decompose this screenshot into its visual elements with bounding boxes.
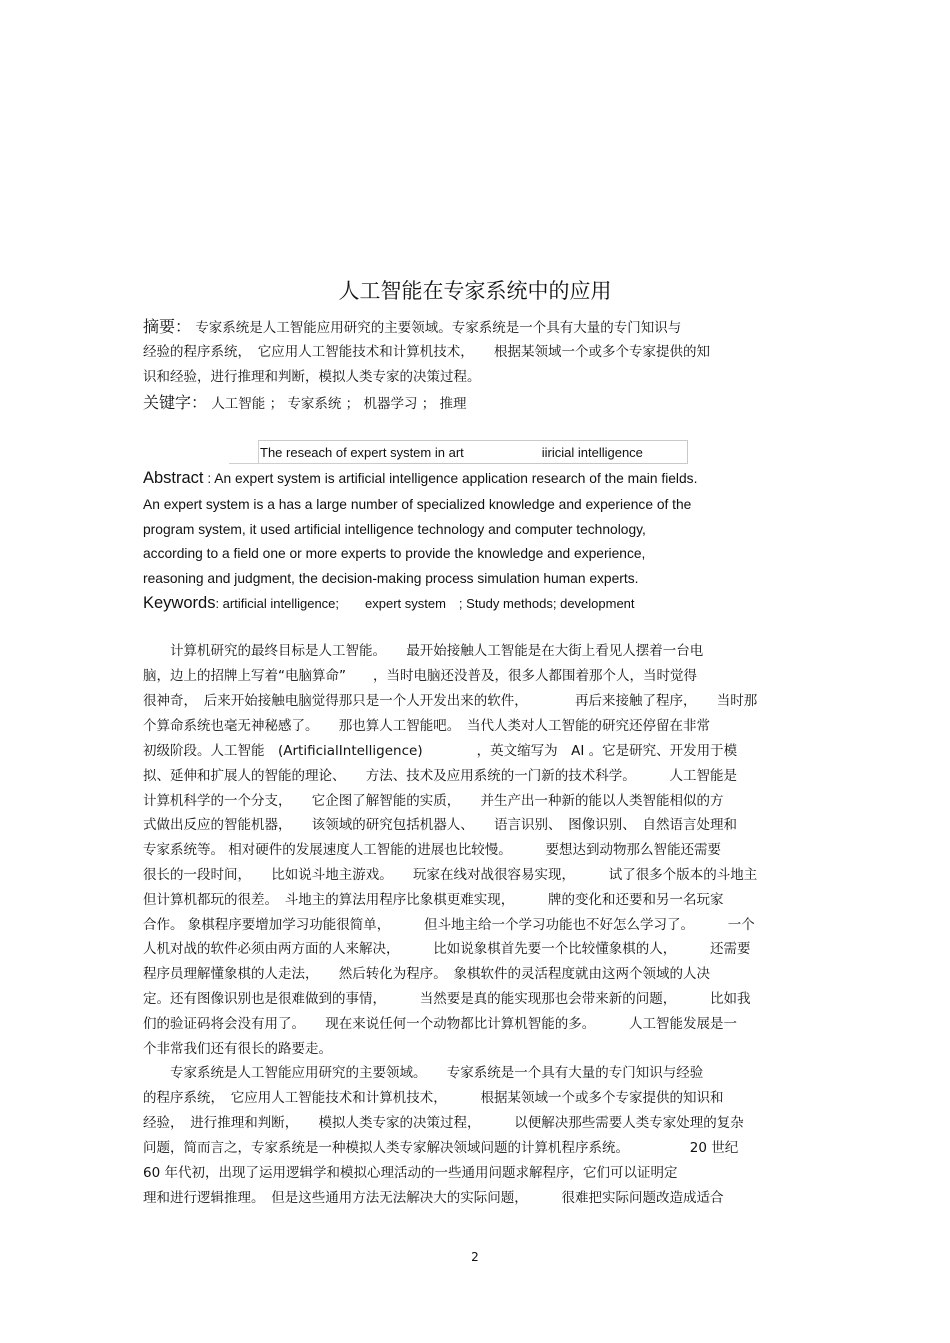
body-line-20: 经验， 进行推理和判断， 模拟人类专家的决策过程， 以便解决那些需要人类专家处理的复杂	[143, 1115, 744, 1131]
body-line-12: 合作。 象棋程序要增加学习功能很简单， 但斗地主给一个学习功能也不好怎么学习了。 一个	[143, 917, 755, 933]
body-line-18: 专家系统是人工智能应用研究的主要领域。 专家系统是一个具有大量的专门知识与经验	[143, 1065, 704, 1081]
page-title: 人工智能在专家系统中的应用	[338, 279, 612, 303]
body-line-11: 但计算机都玩的很差。 斗地主的算法用程序比象棋更难实现， 牌的变化和还要和另一名玩家	[143, 892, 724, 908]
body-line-8: 式做出反应的智能机器， 该领域的研究包括机器人、 语言识别、 图像识别、 自然语言处理和	[143, 817, 737, 833]
abstract-en-text-1: : An expert system is artificial intelligence application research of the main fields.	[207, 471, 698, 486]
abstract-cn-text-1: 专家系统是人工智能应用研究的主要领域。专家系统是一个具有大量的专门知识与	[195, 320, 682, 336]
abstract-cn-label: 摘要：	[143, 317, 192, 336]
abstract-cn-line-1	[143, 318, 681, 337]
keywords-en-text: : artificial intelligence; expert system ; Study methods; development	[215, 596, 635, 611]
body-line-5: 初级阶段。人工智能 (ArtificialIntelligence) ，英文缩写为 AI 。它是研究、开发用于模	[143, 743, 738, 759]
abstract-en-line-2: An expert system is a has a large number of specialized knowledge and experience of the	[143, 497, 692, 512]
body-line-4: 个算命系统也毫无神秘感了。 那也算人工智能吧。 当代人类对人工智能的研究还停留在非常	[143, 718, 710, 734]
keywords-en-label: Keywords	[143, 594, 216, 612]
abstract-en-line-1	[143, 469, 697, 488]
abstract-en-line-3: program system, it used artificial intelligence technology and computer technology,	[143, 522, 646, 537]
body-line-22: 60 年代初，出现了运用逻辑学和模拟心理活动的一些通用问题求解程序，它们可以证明定	[143, 1165, 678, 1181]
keywords-cn-text: 人工智能 ； 专家系统 ； 机器学习 ； 推理	[211, 396, 467, 412]
body-line-3: 很神奇， 后来开始接触电脑觉得那只是一个人开发出来的软件， 再后来接触了程序， 当时那	[143, 693, 758, 709]
keywords-cn-label: 关键字：	[143, 393, 208, 412]
abstract-en-line-5: reasoning and judgment, the decision-making process simulation human experts.	[143, 571, 639, 586]
body-line-10: 很长的一段时间， 比如说斗地主游戏。 玩家在线对战很容易实现， 试了很多个版本的斗地主	[143, 867, 758, 883]
body-line-6: 拟、延伸和扩展人的智能的理论、 方法、技术及应用系统的一门新的技术科学。 人工智能是	[143, 768, 737, 784]
body-line-15: 定。还有图像识别也是很难做到的事情， 当然要是真的能实现那也会带来新的问题， 比如我	[143, 991, 751, 1007]
body-line-17: 个非常我们还有很长的路要走。	[143, 1041, 332, 1057]
abstract-cn-line-2: 经验的程序系统， 它应用人工智能技术和计算机技术， 根据某领域一个或多个专家提供的知	[143, 344, 710, 360]
abstract-en-label: Abstract	[143, 469, 204, 487]
abstract-cn-line-3: 识和经验，进行推理和判断，模拟人类专家的决策过程。	[143, 369, 481, 385]
divider	[229, 463, 377, 464]
body-line-19: 的程序系统， 它应用人工智能技术和计算机技术， 根据某领域一个或多个专家提供的知识和	[143, 1090, 724, 1106]
body-line-21: 问题，简而言之，专家系统是一种模拟人类专家解决领域问题的计算机程序系统。 20 世纪	[143, 1140, 739, 1156]
body-line-1: 计算机研究的最终目标是人工智能。 最开始接触人工智能是在大街上看见人摆着一台电	[143, 643, 704, 659]
page-number: 2	[471, 1250, 479, 1264]
body-line-7: 计算机科学的一个分支， 它企图了解智能的实质， 并生产出一种新的能以人类智能相似的方	[143, 793, 724, 809]
body-line-23: 理和进行逻辑推理。 但是这些通用方法无法解决大的实际问题， 很难把实际问题改造成适合	[143, 1190, 724, 1206]
keywords-cn	[143, 394, 467, 413]
body-line-13: 人机对战的软件必须由两方面的人来解决， 比如说象棋首先要一个比较懂象棋的人， 还需要	[143, 941, 751, 957]
body-line-16: 们的验证码将会没有用了。 现在来说任何一个动物都比计算机智能的多。 人工智能发展是一	[143, 1016, 737, 1032]
body-line-9: 专家系统等。 相对硬件的发展速度人工智能的进展也比较慢。 要想达到动物那么智能还需要	[143, 842, 722, 858]
english-title: The reseach of expert system in art iiricial intelligence	[260, 445, 643, 460]
abstract-en-line-4: according to a field one or more experts to provide the knowledge and experience,	[143, 546, 646, 561]
keywords-en	[143, 594, 635, 613]
body-line-2: 脑，边上的招牌上写着“电脑算命” ，当时电脑还没普及，很多人都围着那个人，当时觉得	[143, 668, 697, 684]
body-line-14: 程序员理解懂象棋的人走法， 然后转化为程序。 象棋软件的灵活程度就由这两个领域的人决	[143, 966, 710, 982]
